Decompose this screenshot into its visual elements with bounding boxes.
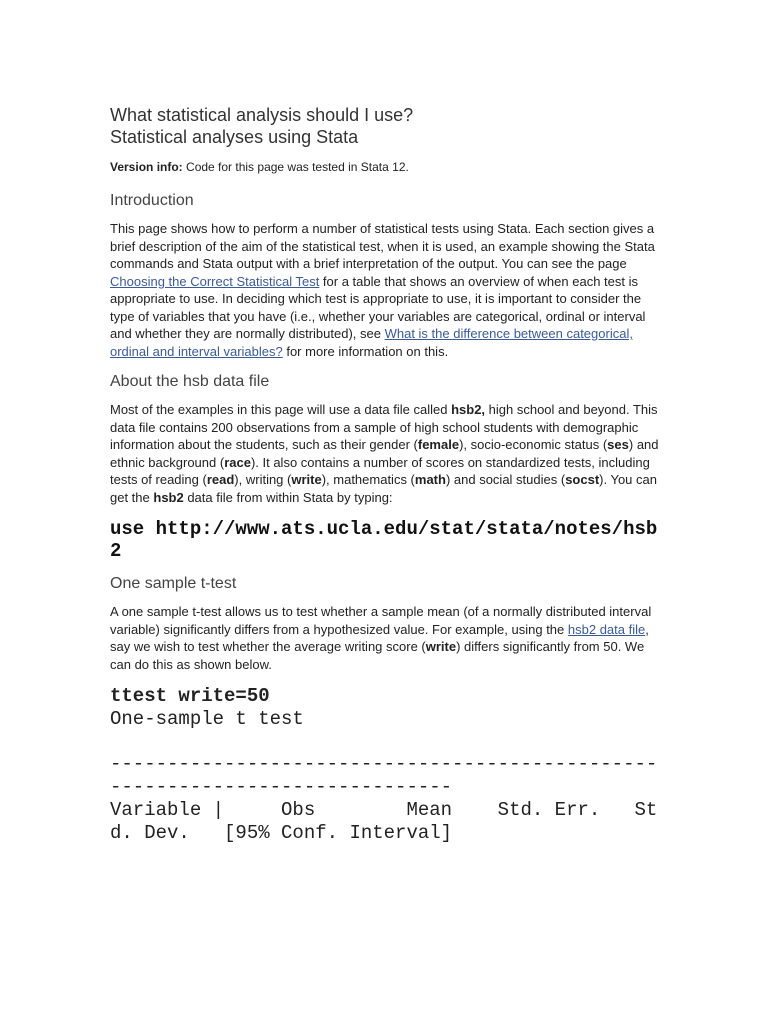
ttest-heading: One sample t-test: [110, 575, 237, 592]
ttest-paragraph: [110, 603, 660, 673]
intro-text-1: This page shows how to perform a number of statistical tests using Stata. Each section gives a brief description of the aim of the statistical test, when it is used, an example showing the Stata commands and Stata output with a brief interpretation of the output. You can see the page: [110, 221, 655, 271]
var-ses: ses: [607, 437, 629, 452]
dataset-name: hsb2,: [451, 402, 486, 417]
document-content: [110, 104, 660, 845]
var-write: write: [291, 472, 322, 487]
dataset-name-2: hsb2: [153, 489, 184, 505]
intro-text-2: for a table that shows an overview of when each test is appropriate to use. In deciding which test is appropriate to use, it is important to consider the type of variables that you have (i.e., whether your variables are categorical, ordinal or interval and whether they are normally distributed), see: [110, 273, 646, 341]
about-text: data file from within Stata by typing:: [183, 489, 393, 505]
page-title: What statistical analysis should I use?: [110, 105, 414, 125]
about-text: ), socio-economic status (: [459, 437, 608, 452]
version-text: Code for this page was tested in Stata 12.: [182, 160, 409, 174]
output-rule: ------------------------------------------------------------------------------: [110, 753, 658, 798]
ttest-command: ttest write=50: [110, 685, 270, 707]
hsb2-data-link[interactable]: hsb2 data file: [567, 621, 646, 637]
intro-heading: Introduction: [110, 192, 194, 209]
version-label: Version info:: [110, 160, 183, 174]
var-math: math: [414, 472, 446, 487]
about-text: ). It also contains a number of scores on standardized tests, including tests of reading (: [110, 454, 650, 487]
var-write-2: write: [425, 639, 457, 654]
output-column-header: Variable | Obs Mean Std. Err. Std. Dev. [95% Conf. Interval]: [110, 799, 658, 844]
output-title: One-sample t test: [110, 708, 304, 730]
var-socst: socst: [565, 472, 600, 487]
ttest-text: A one sample t-test allows us to test whether a sample mean (of a normally distributed interval variable) significantly differs from a hypothesized value. For example, using the: [110, 604, 652, 637]
about-text: ), writing (: [234, 472, 292, 487]
use-command-code: use http://www.ats.ucla.edu/stat/stata/notes/hsb2: [110, 518, 658, 562]
output-spacer: [110, 731, 660, 753]
about-text: high school and beyond. This data file contains 200 observations from a sample of high school students with demographic information about the students, such as their gender (: [110, 402, 658, 452]
page-subtitle: Statistical analyses using Stata: [110, 127, 359, 147]
ttest-text: ) differs significantly from 50. We can do this as shown below.: [110, 639, 645, 672]
about-text: ) and ethnic background (: [110, 437, 659, 470]
intro-paragraph: [110, 220, 660, 360]
var-read: read: [206, 472, 235, 487]
about-text: Most of the examples in this page will use a data file called: [110, 402, 452, 417]
var-race: race: [224, 454, 251, 470]
about-text: ) and social studies (: [445, 472, 566, 487]
variable-types-link[interactable]: What is the difference between categorical, ordinal and interval variables?: [110, 326, 633, 359]
choosing-test-link[interactable]: Choosing the Correct Statistical Test: [110, 273, 320, 289]
ttest-text: , say we wish to test whether the average writing score (: [110, 621, 649, 654]
about-heading: About the hsb data file: [110, 373, 270, 390]
intro-text-3: for more information on this.: [282, 343, 449, 359]
var-female: female: [417, 437, 460, 452]
about-text: ). You can get the: [110, 472, 657, 505]
about-text: ), mathematics (: [321, 472, 415, 487]
version-info: [110, 159, 660, 175]
about-paragraph: [110, 401, 660, 506]
